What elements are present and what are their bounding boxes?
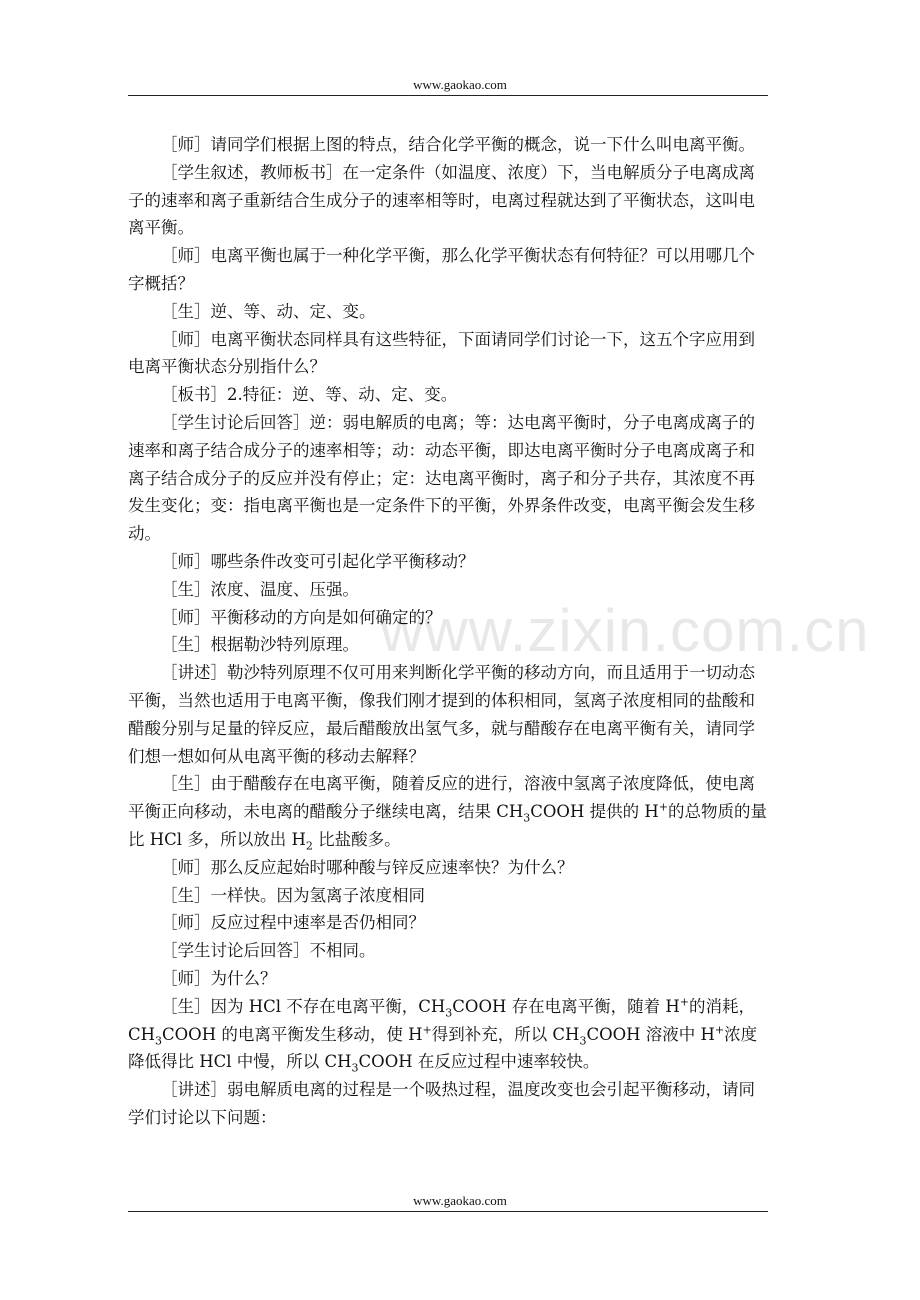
paragraph: ［生］一样快。因为氢离子浓度相同 [161, 885, 425, 905]
subscript: 3 [445, 1006, 453, 1019]
paragraph: ［师］哪些条件改变可引起化学平衡移动？ [161, 551, 475, 571]
paragraph: ［师］平衡移动的方向是如何确定的？ [161, 607, 442, 627]
paragraph: ［学生讨论后回答］不相同。 [161, 941, 376, 961]
paragraph: ［师］电离平衡状态同样具有这些特征，下面请同学们讨论一下，这五个字应用到电离平衡状态分别指什么？ [128, 329, 755, 377]
header-divider [128, 95, 768, 96]
text-run: 得到补充，所以 CH [431, 1024, 580, 1044]
superscript: + [714, 1023, 725, 1036]
text-run: 的消耗，CH [128, 996, 755, 1044]
paragraph: ［生］浓度、温度、压强。 [161, 579, 359, 599]
header-url: www.gaokao.com [413, 77, 507, 92]
paragraph: ［讲述］勒沙特列原理不仅可用来判断化学平衡的移动方向，而且适用于一切动态平衡，当然也适用于电离平衡，像我们刚才提到的体积相同，氢离子浓度相同的盐酸和醋酸分别与足量的锌反应，最后醋酸放出氢气多，就与醋酸存在电离平衡有关，请同学们想一想如何从电离平衡的移动去解释？ [128, 663, 755, 766]
paragraph: ［生］逆、等、动、定、变。 [161, 301, 376, 321]
watermark: www.zixin.com.cn [380, 597, 870, 664]
subscript: 3 [351, 1061, 359, 1075]
paragraph [128, 770, 768, 853]
superscript: + [679, 995, 689, 1009]
text-run: COOH 提供的 H [530, 802, 659, 822]
subscript: 3 [523, 811, 531, 825]
paragraph: ［板书］2.特征：逆、等、动、定、变。 [161, 385, 458, 405]
text-run: 的总物质的量比 HCl 多，所以放出 H [128, 802, 767, 849]
subscript: 3 [579, 1033, 587, 1047]
text-run: COOH 在反应过程中速率较快。 [358, 1052, 600, 1072]
text-run: COOH 存在电离平衡，随着 H [452, 996, 680, 1016]
paragraph: ［师］那么反应起始时哪种酸与锌反应速率快？为什么？ [161, 857, 574, 877]
subscript: 2 [305, 839, 313, 853]
text-run: ［生］因为 HCl 不存在电离平衡，CH [161, 996, 446, 1016]
paragraph: ［师］请同学们根据上图的特点，结合化学平衡的概念，说一下什么叫电离平衡。 [161, 135, 755, 154]
document-body [128, 131, 768, 1132]
text-run: 比盐酸多。 [312, 829, 401, 849]
footer-divider [128, 1211, 768, 1212]
footer-url: www.gaokao.com [413, 1193, 507, 1208]
superscript: + [422, 1023, 432, 1036]
text-run: 浓度降低得比 HCl 中慢，所以 CH [128, 1024, 758, 1072]
paragraph: ［师］为什么？ [161, 968, 277, 988]
text-run: COOH 的电离平衡发生移动，使 H [162, 1024, 423, 1044]
paragraph: ［讲述］弱电解质电离的过程是一个吸热过程，温度改变也会引起平衡移动，请同学们讨论以下问题： [128, 1080, 755, 1127]
paragraph: ［学生讨论后回答］逆：弱电解质的电离；等：达电离平衡时，分子电离成离子的速率和离子结合成分子的速率相等；动：动态平衡，即达电离平衡时分子电离成离子和离子结合成分子的反应并没有停止；定：达电离平衡时，离子和分子共存，其浓度不再发生变化；变：指电离平衡也是一定条件下的平衡，外界条件改变，电离平衡会发生移动。 [128, 412, 755, 544]
paragraph: ［学生叙述，教师板书］在一定条件（如温度、浓度）下，当电解质分子电离成离子的速率和离子重新结合生成分子的速率相等时，电离过程就达到了平衡状态，这叫电离平衡。 [128, 162, 755, 238]
text-run: ［生］由于醋酸存在电离平衡，随着反应的进行，溶液中氢离子浓度降低，使电离平衡正向移动，未电离的醋酸分子继续电离，结果 CH [128, 774, 755, 822]
subscript: 3 [155, 1033, 163, 1047]
paragraph: ［师］电离平衡也属于一种化学平衡，那么化学平衡状态有何特征？可以用哪几个字概括？ [128, 246, 755, 293]
paragraph [128, 993, 768, 1076]
paragraph: ［生］根据勒沙特列原理。 [161, 635, 359, 655]
text-run: COOH 溶液中 H [586, 1024, 715, 1044]
paragraph: ［师］反应过程中速率是否仍相同？ [161, 913, 425, 933]
superscript: + [658, 800, 668, 814]
